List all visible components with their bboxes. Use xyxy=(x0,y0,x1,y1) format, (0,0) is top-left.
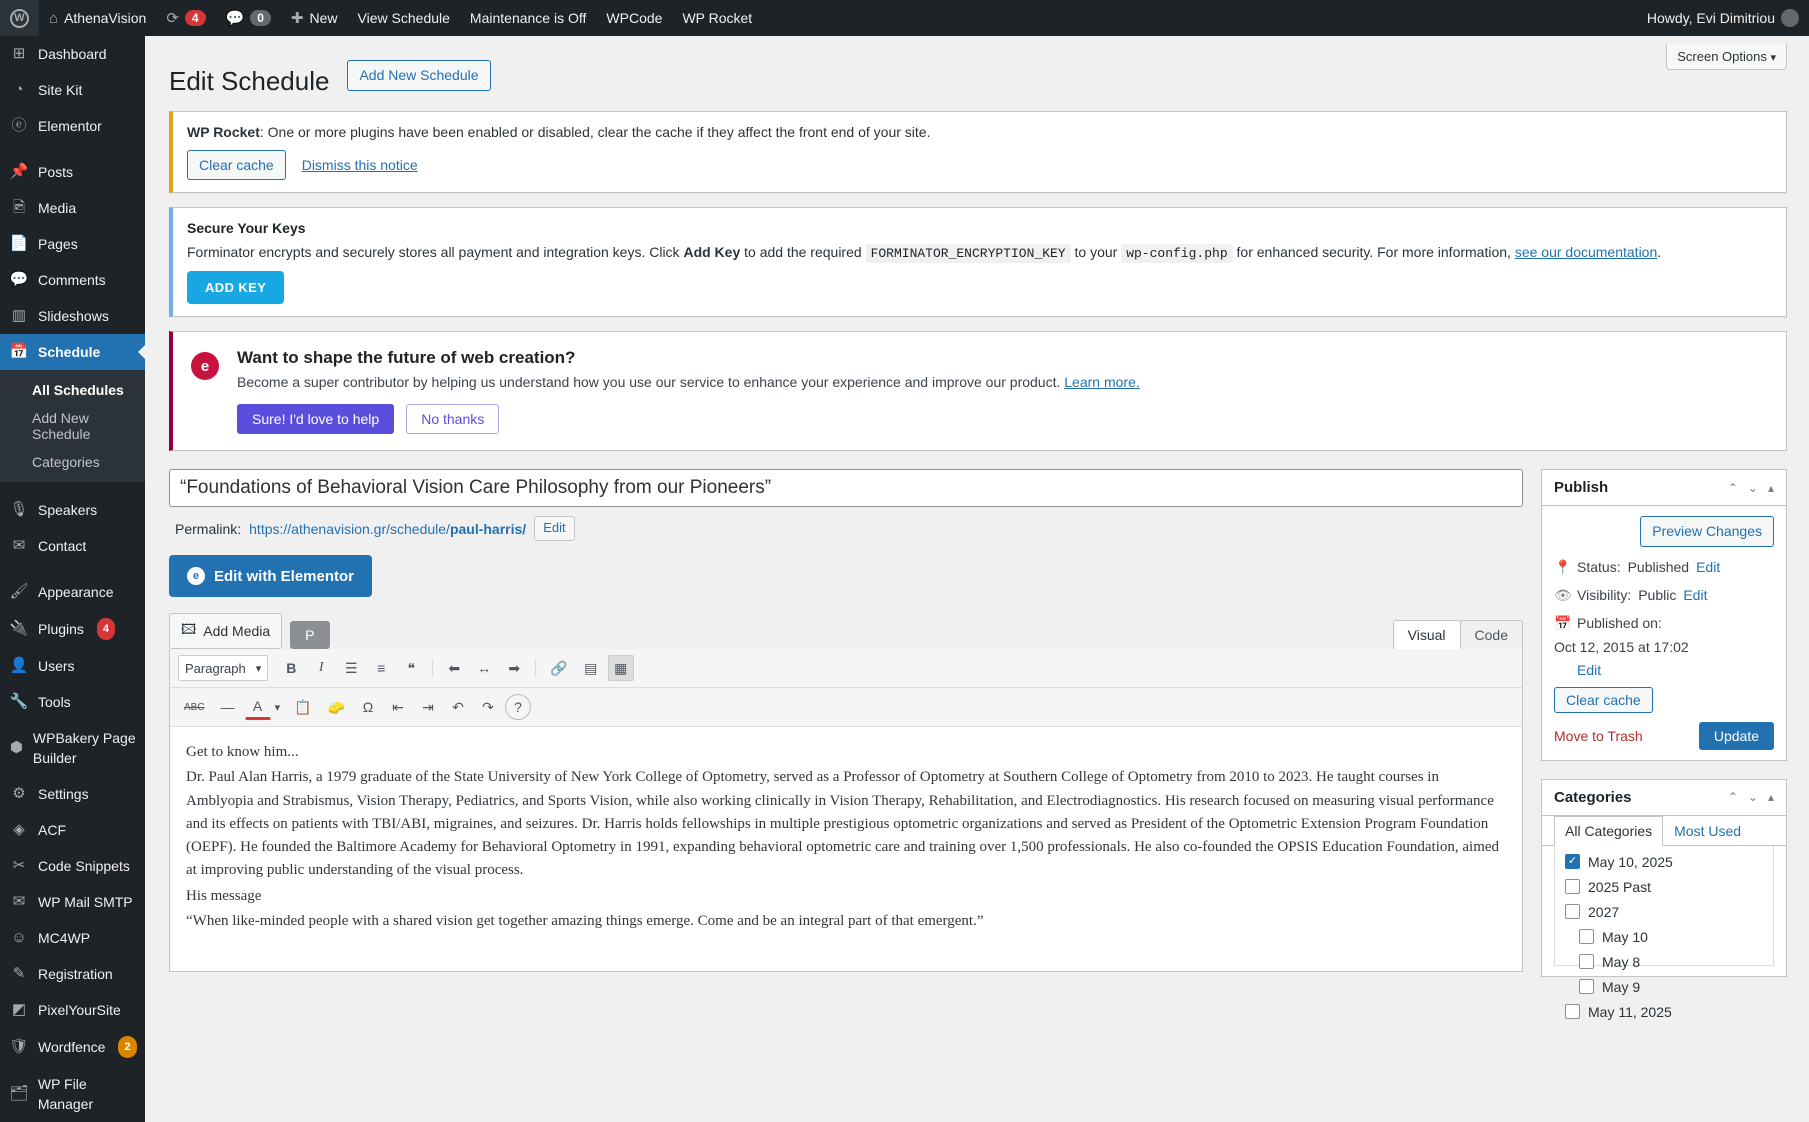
category-label: May 10, 2025 xyxy=(1588,853,1673,870)
screen-options-toggle[interactable] xyxy=(1666,44,1787,70)
chevron-down-icon: ▾ xyxy=(255,662,262,675)
calendar-icon: 📅 xyxy=(9,343,29,360)
forminator-text-3: to your xyxy=(1070,244,1122,261)
wordpress-icon xyxy=(10,9,29,28)
sidebar-item-label: Wordfence xyxy=(38,1039,106,1055)
link-icon[interactable]: 🔗 xyxy=(544,655,573,681)
publish-box-title: Publish xyxy=(1554,479,1609,497)
preview-changes-button[interactable]: Preview Changes xyxy=(1640,516,1774,546)
publish-actions xyxy=(1554,722,1774,750)
speakers-icon: 🎙 xyxy=(9,501,29,518)
toolbar-separator xyxy=(432,659,433,677)
plugins-icon: 🔌 xyxy=(9,620,29,637)
sidebar-item-media[interactable] xyxy=(0,190,145,226)
tab-code[interactable]: Code xyxy=(1460,620,1523,649)
sidebar-item-registration[interactable] xyxy=(0,956,145,992)
forminator-notice xyxy=(169,207,1787,317)
redo-icon[interactable]: ↷ xyxy=(475,694,501,720)
tab-visual[interactable]: Visual xyxy=(1393,620,1461,649)
elementor-badge-letter: e xyxy=(200,357,210,375)
sidebar-item-wp-mail-smtp[interactable] xyxy=(0,884,145,920)
add-key-button[interactable]: ADD KEY xyxy=(187,271,284,304)
sidebar-item-label: Site Kit xyxy=(38,82,83,98)
bold-icon[interactable]: B xyxy=(278,655,304,681)
clear-formatting-icon[interactable]: 🧽 xyxy=(322,694,351,720)
sidebar-item-users[interactable] xyxy=(0,648,145,684)
site-name: AthenaVision xyxy=(64,10,147,26)
sidebar-item-label: Contact xyxy=(38,538,87,554)
sidebar-item-label: MC4WP xyxy=(38,930,91,946)
site-name-menu[interactable] xyxy=(39,0,156,36)
tools-icon: 🔧 xyxy=(9,693,29,710)
chevron-down-icon[interactable]: ▾ xyxy=(274,701,281,714)
editor-column xyxy=(169,469,1523,994)
publish-box-header xyxy=(1542,470,1786,506)
calendar-icon: 📅 xyxy=(1554,614,1572,631)
forminator-text-2: to add the required xyxy=(740,244,866,261)
updates-count: 4 xyxy=(185,10,206,26)
visibility-label: Visibility: xyxy=(1577,587,1632,604)
wp-rocket-notice-text xyxy=(187,124,1772,140)
permalink-base: https://athenavision.gr/schedule/ xyxy=(249,520,450,537)
editor-toolbar-row-1 xyxy=(170,649,1522,688)
sidebar-item-pixelyoursite[interactable] xyxy=(0,992,145,1028)
wp-config-code: wp-config.php xyxy=(1121,244,1232,263)
wpbakery-icon: ⬢ xyxy=(9,739,24,756)
submenu-item-add-new-schedule[interactable]: Add New Schedule xyxy=(32,410,91,442)
appearance-icon: 🖌 xyxy=(9,583,29,600)
sidebar-item-label: Elementor xyxy=(38,118,102,134)
sidebar-item-acf[interactable] xyxy=(0,812,145,848)
visibility-row xyxy=(1554,587,1774,604)
forminator-text-4: for enhanced security. For more information, xyxy=(1232,244,1515,261)
wordfence-badge: 2 xyxy=(118,1036,136,1058)
special-character-icon[interactable]: Ω xyxy=(355,694,381,720)
editor-content-area[interactable] xyxy=(170,727,1522,971)
pin-icon: 📍 xyxy=(1554,558,1572,575)
update-button[interactable]: Update xyxy=(1699,722,1774,750)
dismiss-notice-link[interactable]: Dismiss this notice xyxy=(301,157,418,174)
move-down-icon[interactable]: ⌄ xyxy=(1747,790,1758,805)
category-label: May 8 xyxy=(1602,953,1641,970)
user-account-menu[interactable] xyxy=(1637,0,1809,36)
add-new-schedule-button[interactable]: Add New Schedule xyxy=(347,60,490,90)
category-label: May 10 xyxy=(1602,928,1648,945)
forminator-text-5: . xyxy=(1657,244,1662,261)
edit-form xyxy=(169,469,1787,1020)
forminator-encryption-key-code: FORMINATOR_ENCRYPTION_KEY xyxy=(866,244,1071,263)
checkbox[interactable] xyxy=(1565,854,1580,869)
sidebar-item-label: Speakers xyxy=(38,502,98,518)
learn-more-link[interactable]: Learn more. xyxy=(1064,374,1140,391)
wp-rocket-notice-strong: WP Rocket xyxy=(187,124,260,140)
permalink-row xyxy=(175,516,1523,541)
editor-box xyxy=(169,649,1523,972)
move-to-trash-link[interactable]: Move to Trash xyxy=(1554,727,1643,744)
registration-icon: ✎ xyxy=(12,965,26,982)
opt-in-button[interactable]: Sure! I'd love to help xyxy=(237,404,394,434)
forminator-notice-actions xyxy=(187,271,1772,304)
sidebar-separator xyxy=(0,564,145,574)
page-title: Edit Schedule xyxy=(169,66,330,96)
wp-rocket-menu[interactable]: WP Rocket xyxy=(682,10,753,26)
clear-cache-button[interactable]: Clear cache xyxy=(187,150,286,180)
categories-tabs xyxy=(1542,816,1786,846)
list-item[interactable] xyxy=(1565,979,1763,995)
code-icon: ✂ xyxy=(12,857,26,874)
page-icon: 📄 xyxy=(9,235,29,252)
sidebar-item-label: WP Mail SMTP xyxy=(38,894,133,910)
folder-icon: 🗂 xyxy=(9,1085,29,1102)
forminator-text-1: Forminator encrypts and securely stores all payment and integration keys. Click xyxy=(187,244,684,261)
sidebar-item-label: Appearance xyxy=(38,584,114,600)
sidebar-item-label: Slideshows xyxy=(38,308,109,324)
strikethrough-icon[interactable]: ABC xyxy=(178,694,211,720)
users-icon: 👤 xyxy=(9,657,29,674)
documentation-link[interactable]: see our documentation xyxy=(1514,244,1658,261)
sidebar-item-label: Pages xyxy=(38,236,78,252)
forminator-bold-1: Add Key xyxy=(683,244,741,261)
post-title-input[interactable] xyxy=(169,469,1523,507)
submenu-item-all-schedules[interactable]: All Schedules xyxy=(32,382,124,398)
sidebar-item-appearance[interactable] xyxy=(0,574,145,610)
text-color-icon[interactable]: A xyxy=(245,694,271,720)
horizontal-line-icon[interactable]: — xyxy=(215,694,241,720)
move-down-icon[interactable]: ⌄ xyxy=(1747,480,1758,495)
updates-icon: ⟳ xyxy=(166,10,179,27)
wp-rocket-notice-actions xyxy=(187,150,1772,180)
sidebar-item-label: Comments xyxy=(38,272,106,288)
elementor-notice-actions xyxy=(237,404,1768,434)
elementor-notice xyxy=(169,331,1787,451)
bulleted-list-icon[interactable]: ☰ xyxy=(338,655,364,681)
status-label: Status: xyxy=(1577,559,1621,576)
elementor-icon: e xyxy=(187,567,205,585)
sidebar-item-wp-file-manager[interactable] xyxy=(0,1066,145,1122)
pin-icon: 📌 xyxy=(9,163,29,180)
sidebar-item-plugins[interactable] xyxy=(0,610,145,648)
home-icon: ⌂ xyxy=(49,9,59,27)
permalink-label: Permalink: xyxy=(175,520,242,537)
media-icon: 🖾 xyxy=(181,621,197,638)
tab-all-categories[interactable]: All Categories xyxy=(1554,816,1663,846)
mail-icon: ✉ xyxy=(12,537,26,554)
tab-most-used[interactable]: Most Used xyxy=(1674,822,1742,839)
plugins-update-badge: 4 xyxy=(97,618,115,640)
sidebar-item-posts[interactable] xyxy=(0,154,145,190)
sidebar-item-label: Posts xyxy=(38,164,74,180)
sidebar-item-label: WPBakery Page Builder xyxy=(32,730,136,766)
opt-out-button[interactable]: No thanks xyxy=(406,404,499,434)
list-item[interactable] xyxy=(1565,929,1763,945)
published-label: Published on: xyxy=(1577,615,1662,632)
categories-box-header xyxy=(1542,780,1786,816)
status-value: Published xyxy=(1627,559,1690,576)
move-up-icon[interactable]: ⌃ xyxy=(1727,790,1738,805)
elementor-icon xyxy=(191,352,219,380)
p-shortcode-button[interactable]: P xyxy=(290,621,329,649)
dashboard-icon: ⊞ xyxy=(12,45,26,62)
permalink-link[interactable] xyxy=(249,521,526,537)
sidebar-item-label: Users xyxy=(38,658,75,674)
move-up-icon[interactable]: ⌃ xyxy=(1727,480,1738,495)
permalink-slug: paul-harris/ xyxy=(449,520,527,537)
sidebar-item-label: Schedule xyxy=(38,344,101,360)
sidebar-separator xyxy=(0,144,145,154)
italic-icon[interactable]: I xyxy=(308,655,334,681)
comment-icon: 💬 xyxy=(225,10,245,27)
mail-smtp-icon: ✉ xyxy=(12,893,26,910)
wp-rocket-notice xyxy=(169,111,1787,193)
editor-paragraph: Get to know him... xyxy=(186,744,299,761)
screen-options-label: Screen Options xyxy=(1677,49,1767,64)
edit-with-elementor-label: Edit with Elementor xyxy=(214,567,355,585)
updates-menu[interactable] xyxy=(156,0,215,36)
main-content xyxy=(145,36,1809,1122)
sidebar-item-elementor[interactable] xyxy=(0,108,145,144)
published-on-row xyxy=(1554,615,1774,678)
sidebar-item-speakers[interactable] xyxy=(0,492,145,528)
wpcode-menu[interactable]: WPCode xyxy=(606,10,663,26)
sidebar-separator xyxy=(0,482,145,492)
category-label: 2025 Past xyxy=(1588,878,1652,895)
category-label: May 9 xyxy=(1602,978,1641,995)
sidebar-item-comments[interactable] xyxy=(0,262,145,298)
published-value: Oct 12, 2015 at 17:02 xyxy=(1554,638,1689,655)
publish-box-body xyxy=(1542,506,1786,759)
edit-with-elementor-button[interactable] xyxy=(169,555,372,597)
clear-cache-row xyxy=(1554,692,1774,708)
publish-box-handles xyxy=(1728,481,1774,495)
sidebar-item-slideshows[interactable] xyxy=(0,298,145,334)
category-label: 2027 xyxy=(1588,903,1620,920)
sidebar-item-label: PixelYourSite xyxy=(38,1002,121,1018)
sidebar-item-settings[interactable] xyxy=(0,776,145,812)
preview-row xyxy=(1554,516,1774,546)
new-content-menu[interactable] xyxy=(281,0,348,36)
visibility-value: Public xyxy=(1638,587,1677,604)
editor-mode-tabs xyxy=(1394,620,1523,649)
list-item[interactable] xyxy=(1565,904,1763,920)
acf-icon: ◈ xyxy=(13,821,25,838)
mailchimp-icon: ☺ xyxy=(11,929,27,946)
comments-count: 0 xyxy=(250,10,271,26)
list-item[interactable] xyxy=(1565,1004,1763,1020)
editor-top-bar xyxy=(169,613,1523,649)
sidebar-item-wpbakery[interactable] xyxy=(0,720,145,776)
toggle-panel-icon[interactable]: ▴ xyxy=(1767,790,1774,805)
plus-icon: ✚ xyxy=(290,10,304,27)
publish-box xyxy=(1541,469,1787,760)
admin-sidebar xyxy=(0,36,145,1122)
view-schedule-link[interactable]: View Schedule xyxy=(357,10,450,26)
categories-list[interactable] xyxy=(1554,846,1774,1020)
numbered-list-icon[interactable]: ≡ xyxy=(368,655,394,681)
editor-paragraph: Dr. Paul Alan Harris, a 1979 graduate of the State University of New York College of Optometry, served as a Professor of Optometry at Southern College of Optometry from 2010 to 2023. He taught courses in Amblyopia and Strabismus, Vision Therapy, Pediatrics, and Sports Vision, while also working clinically in Vision Therapy, Rehabilitation, and Electrodiagnostics. His research focused on measuring visual performance and its effects on patients with TBI/ABI, migraines, and seizures. Dr. Harris holds fellowships in multiple prestigious optometric organizations and served as President of the Optometric Extension Program Foundation (OEPF). He founded the Baltimore Academy for Behavioral Optometry in 1991, expanding behavioral optometric care and training over 1,500 professionals. He also co-founded the OPSIS Education Foundation, aimed at improving public understanding of the visual process. xyxy=(186,769,1500,879)
blockquote-icon[interactable]: ❝ xyxy=(398,655,424,681)
sidebar-item-contact[interactable] xyxy=(0,528,145,564)
sidebar-item-site-kit[interactable] xyxy=(0,72,145,108)
paragraph-format-select[interactable] xyxy=(178,655,268,681)
read-more-icon[interactable]: ▤ xyxy=(578,655,604,681)
categories-box-handles xyxy=(1728,790,1774,804)
eye-icon: 👁 xyxy=(1554,586,1572,603)
paste-as-text-icon[interactable]: 📋 xyxy=(288,694,317,720)
edit-visibility-link[interactable]: Edit xyxy=(1683,587,1708,604)
elementor-notice-body xyxy=(237,348,1768,434)
sidebar-item-pages[interactable] xyxy=(0,226,145,262)
align-right-icon[interactable]: ➡ xyxy=(501,655,527,681)
decrease-indent-icon[interactable]: ⇤ xyxy=(385,694,411,720)
sidebar-item-mc4wp[interactable] xyxy=(0,920,145,956)
forminator-notice-text xyxy=(187,244,1772,261)
list-item[interactable] xyxy=(1565,954,1763,970)
edit-published-link[interactable]: Edit xyxy=(1577,661,1602,678)
page-title-row xyxy=(169,36,1787,97)
toggle-panel-icon[interactable]: ▴ xyxy=(1767,480,1774,495)
elementor-notice-desc: Become a super contributor by helping us understand how you use our service to enhance your experience and improve our product. xyxy=(237,374,1061,391)
elementor-notice-text xyxy=(237,374,1768,390)
sidebar-item-label: Code Snippets xyxy=(38,858,130,874)
comments-menu[interactable] xyxy=(216,0,281,36)
forminator-notice-title: Secure Your Keys xyxy=(187,220,306,237)
editor-toolbar-row-2 xyxy=(170,688,1522,727)
sidebar-item-label: Media xyxy=(38,200,77,216)
submenu-item-categories[interactable]: Categories xyxy=(32,454,100,470)
elementor-notice-title: Want to shape the future of web creation? xyxy=(237,348,576,368)
categories-box-body xyxy=(1542,816,1786,1020)
toolbar-toggle-icon[interactable]: ▦ xyxy=(608,655,634,681)
checkbox[interactable] xyxy=(1579,929,1594,944)
checkbox[interactable] xyxy=(1579,954,1594,969)
sidebar-item-label: ACF xyxy=(38,822,66,838)
checkbox[interactable] xyxy=(1565,904,1580,919)
categories-box-title: Categories xyxy=(1554,788,1632,806)
sidebar-item-label: Tools xyxy=(38,694,71,710)
paragraph-format-value: Paragraph xyxy=(185,660,246,676)
sidebar-item-label: Dashboard xyxy=(38,46,107,62)
editor-paragraph: His message xyxy=(186,887,262,904)
wordfence-icon: 🛡 xyxy=(9,1038,29,1055)
pixel-icon: ◩ xyxy=(11,1001,27,1018)
checkbox[interactable] xyxy=(1565,1004,1580,1019)
editor-paragraph: “When like-minded people with a shared vision get together amazing things emerge. Come and be an integral part of that emergent.” xyxy=(186,912,984,929)
list-item[interactable] xyxy=(1565,879,1763,895)
elementor-icon: ⓔ xyxy=(11,117,27,134)
settings-icon: ⚙ xyxy=(12,785,26,802)
toolbar-separator xyxy=(535,659,536,677)
add-media-button[interactable] xyxy=(169,613,282,649)
align-center-icon[interactable]: ↔ xyxy=(471,655,497,681)
sidebar-submenu-schedule xyxy=(0,370,145,482)
checkbox[interactable] xyxy=(1579,979,1594,994)
sidebar-item-label: Registration xyxy=(38,966,113,982)
checkbox[interactable] xyxy=(1565,879,1580,894)
sidebar-item-wordfence[interactable] xyxy=(0,1028,145,1066)
sidebar-item-label: WP File Manager xyxy=(37,1076,94,1112)
new-label: New xyxy=(309,10,338,26)
sidebar-clear-cache-button[interactable]: Clear cache xyxy=(1554,687,1653,713)
admin-bar xyxy=(0,0,1809,36)
avatar xyxy=(1781,9,1799,27)
chevron-down-icon: ▾ xyxy=(1770,52,1776,64)
increase-indent-icon[interactable]: ⇥ xyxy=(415,694,441,720)
media-icon: 🖻 xyxy=(12,199,26,216)
keyboard-shortcuts-icon[interactable]: ? xyxy=(505,694,531,720)
edit-permalink-button[interactable]: Edit xyxy=(534,516,574,541)
sidebar-item-tools[interactable] xyxy=(0,684,145,720)
sitekit-icon: ◔ xyxy=(14,81,24,98)
sidebar-item-code-snippets[interactable] xyxy=(0,848,145,884)
add-media-label: Add Media xyxy=(203,623,271,640)
sidebar-item-schedule[interactable] xyxy=(0,334,145,370)
comment-icon: 💬 xyxy=(9,271,29,288)
align-left-icon[interactable]: ⬅ xyxy=(441,655,467,681)
categories-box xyxy=(1541,779,1787,1020)
edit-status-link[interactable]: Edit xyxy=(1696,559,1721,576)
editor-sidebar xyxy=(1541,469,1787,1020)
undo-icon[interactable]: ↶ xyxy=(445,694,471,720)
wordpress-logo-menu[interactable] xyxy=(0,0,39,36)
status-row xyxy=(1554,559,1774,576)
wp-rocket-notice-body: : One or more plugins have been enabled or disabled, clear the cache if they affect the front end of your site. xyxy=(259,124,931,140)
slideshow-icon: ▥ xyxy=(11,307,27,324)
list-item[interactable] xyxy=(1565,854,1763,870)
maintenance-status[interactable]: Maintenance is Off xyxy=(469,10,587,26)
category-label: May 11, 2025 xyxy=(1588,1003,1672,1020)
sidebar-item-dashboard[interactable] xyxy=(0,36,145,72)
sidebar-item-label: Settings xyxy=(38,786,89,802)
sidebar-item-label: Plugins xyxy=(38,621,84,637)
howdy-label: Howdy, Evi Dimitriou xyxy=(1646,10,1775,26)
